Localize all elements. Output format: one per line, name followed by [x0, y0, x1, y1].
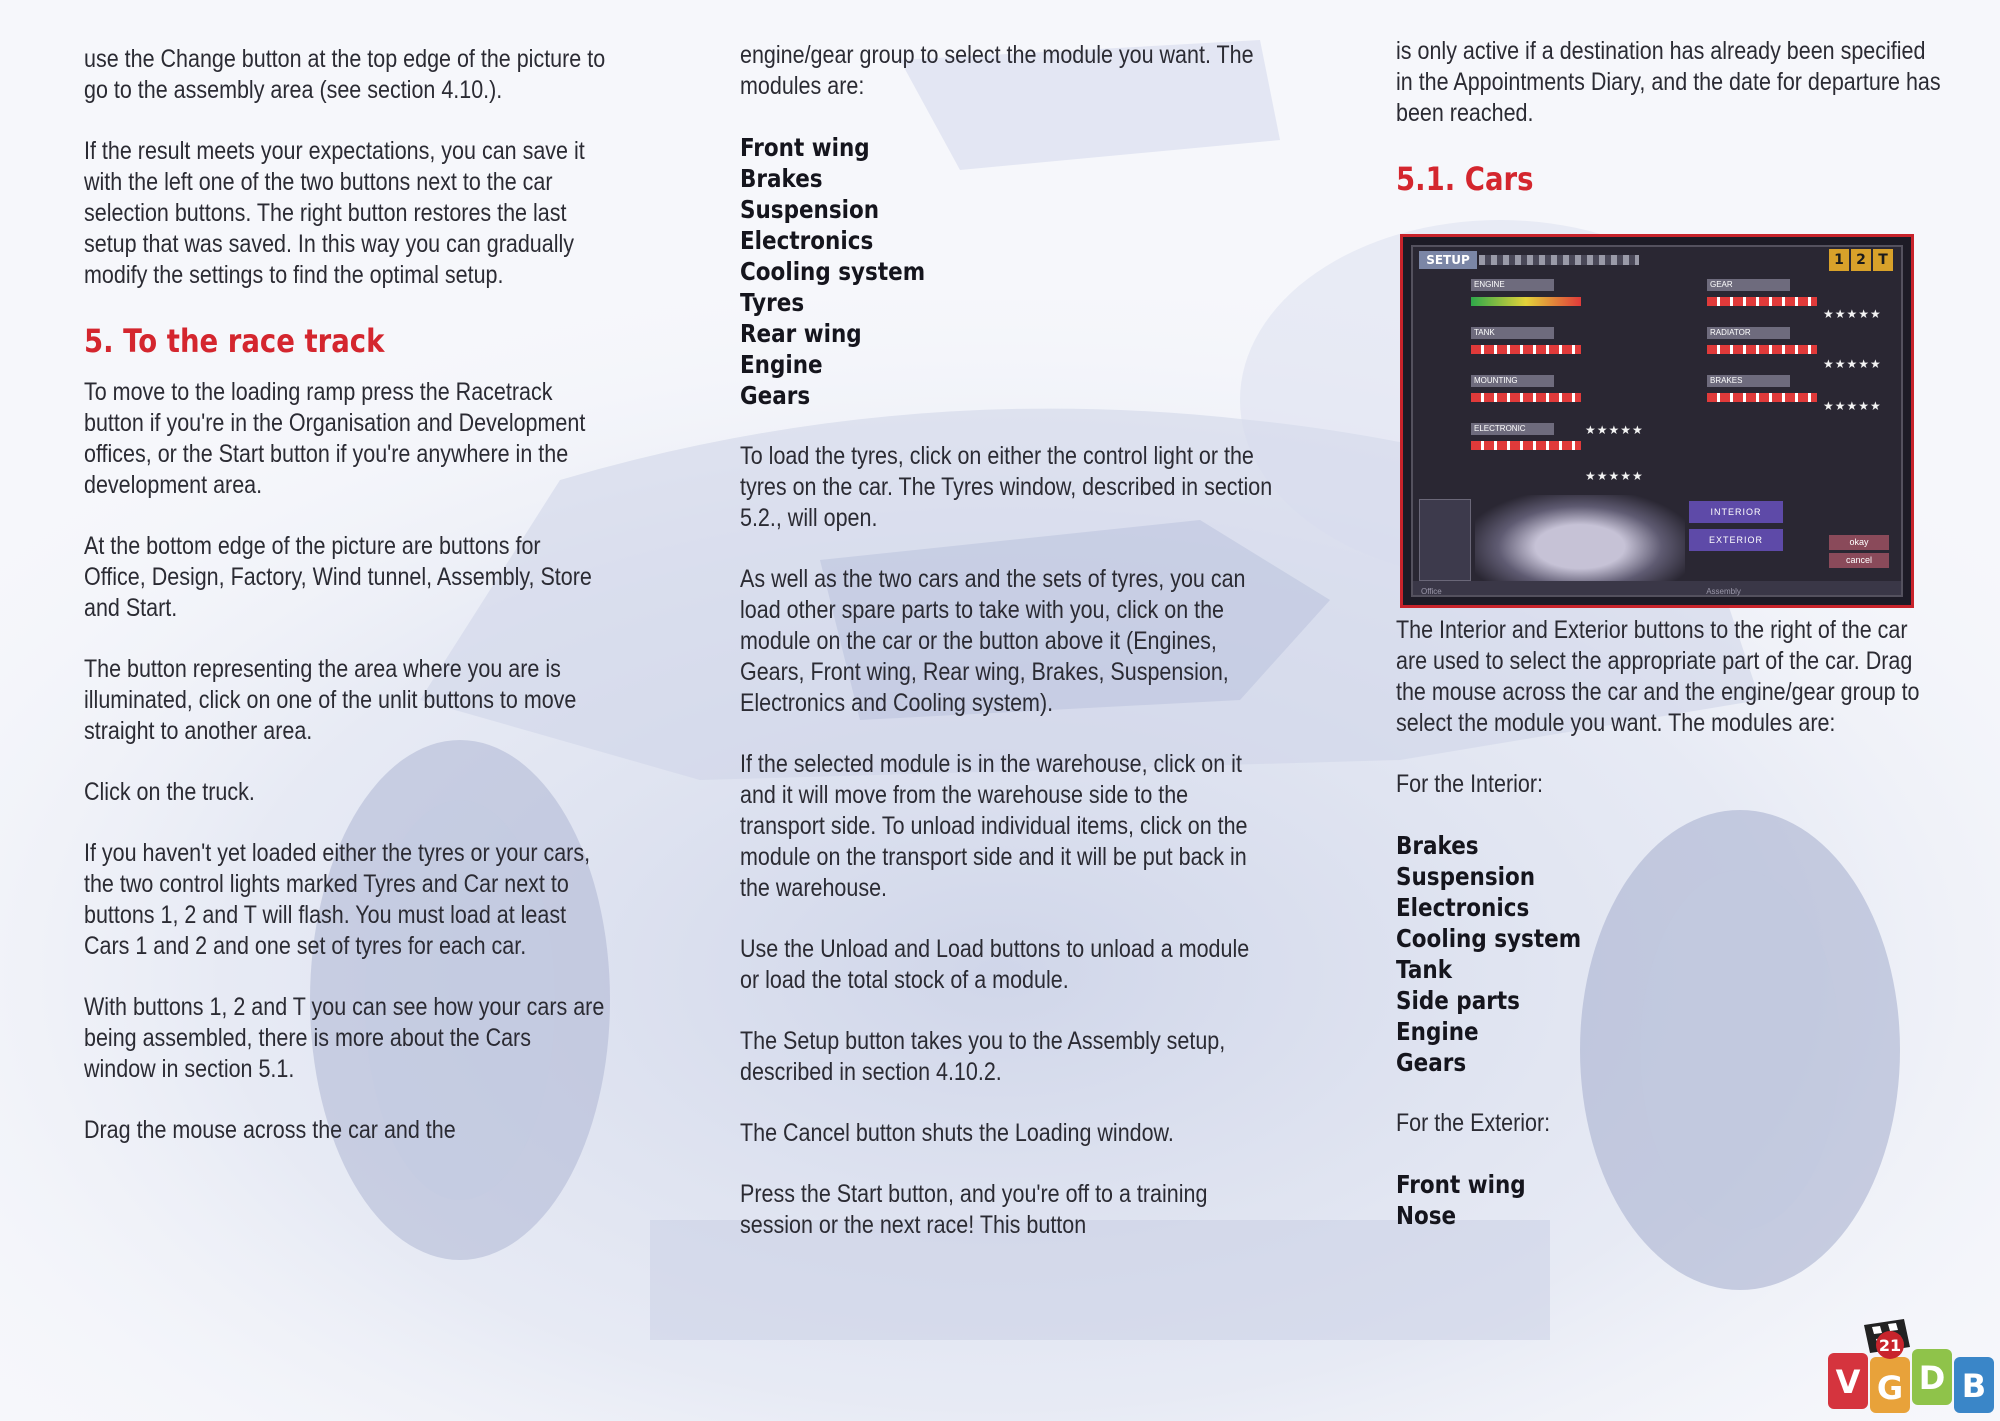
rating-stars: ★★★★★: [1585, 423, 1644, 437]
level-bar: [1471, 345, 1581, 354]
engine-thumbnail: [1419, 499, 1471, 581]
cancel-button: cancel: [1829, 553, 1889, 568]
list-item: Tyres: [740, 288, 805, 317]
paragraph: The Setup button takes you to the Assembly setup, described in section 4.10.2.: [740, 1027, 1226, 1086]
level-bar: [1471, 393, 1581, 402]
okay-button: okay: [1829, 535, 1889, 550]
paragraph: If the result meets your expectations, you can save it with the left one of the two buttons next to the car selection buttons. The right button restores the last setup that was saved. In this way you can gradually modify the settings to find the optimal setup.: [84, 137, 585, 289]
screenshot-bottom-bar: [1413, 581, 1901, 595]
slot-mounting: [1471, 375, 1595, 402]
slot-tank: [1471, 327, 1595, 354]
list-item: Cooling system: [1396, 924, 1582, 953]
level-bar: [1471, 441, 1581, 450]
logo-letter-d: D: [1918, 1359, 1946, 1397]
logo-letter-v: V: [1835, 1363, 1861, 1401]
paragraph: Use the Unload and Load buttons to unload a module or load the total stock of a module.: [740, 935, 1250, 994]
left-column: [84, 44, 607, 1176]
screenshot-window: [1411, 245, 1903, 597]
paragraph: Click on the truck.: [84, 778, 255, 806]
module-list: [740, 132, 1273, 411]
list-item: Front wing: [740, 133, 870, 162]
list-item: Tank: [1396, 955, 1453, 984]
paragraph: If you haven't yet loaded either the tyres or your cars, the two control lights marked Tyres and Car next to buttons 1, 2 and T will flash. You must load at least Cars 1 and 2 and one set of tyres for each car.: [84, 839, 591, 960]
checkered-strip: [1479, 255, 1639, 265]
tab-car-t: T: [1873, 249, 1893, 271]
car-tabs: [1829, 249, 1893, 271]
rating-stars: ★★★★★: [1585, 469, 1644, 483]
list-item: Brakes: [1396, 831, 1479, 860]
list-item: Cooling system: [740, 257, 926, 286]
slot-engine: [1471, 279, 1595, 306]
list-item: Gears: [1396, 1048, 1467, 1077]
paragraph: The button representing the area where you are is illuminated, click on one of the unlit buttons to move straight to another area.: [84, 655, 577, 745]
slot-radiator: [1707, 327, 1831, 354]
paragraph: As well as the two cars and the sets of tyres, you can load other spare parts to take with you, click on the module on the car or the button above it (Engines, Gears, Front wing, Rear wing, Brakes, Suspension, Electronics and Cooling system).: [740, 565, 1246, 717]
logo-letter-g: G: [1876, 1369, 1904, 1407]
paragraph: use the Change button at the top edge of the picture to go to the assembly area (see section 4.10.).: [84, 45, 606, 104]
cars-setup-screenshot: [1400, 234, 1914, 608]
rating-stars: ★★★★★: [1823, 357, 1882, 371]
list-item: Rear wing: [740, 319, 862, 348]
section-heading-cars: 5.1. Cars: [1396, 160, 1534, 198]
rating-stars: ★★★★★: [1823, 399, 1882, 413]
bottom-office-label: Office: [1421, 587, 1442, 596]
slot-label: GEAR: [1707, 279, 1790, 291]
paragraph: To load the tyres, click on either the control light or the tyres on the car. The Tyres window, described in section 5.2., will open.: [740, 442, 1273, 532]
paragraph: With buttons 1, 2 and T you can see how your cars are being assembled, there is more about the Cars window in section 5.1.: [84, 993, 605, 1083]
list-item: Engine: [1396, 1017, 1479, 1046]
list-item: Suspension: [1396, 862, 1536, 891]
list-item: Suspension: [740, 195, 880, 224]
tab-car-1: 1: [1829, 249, 1849, 271]
setup-title: SETUP: [1419, 251, 1477, 269]
right-column: [1396, 36, 1942, 1261]
paragraph: To move to the loading ramp press the Racetrack button if you're in the Organisation and Development offices, or the Start button if you're anywhere in the development area.: [84, 378, 586, 499]
section-heading-race-track: 5. To the race track: [84, 322, 385, 360]
level-bar: [1707, 345, 1817, 354]
tab-car-2: 2: [1851, 249, 1871, 271]
level-bar: [1707, 393, 1817, 402]
level-bar: [1707, 297, 1817, 306]
slot-label: TANK: [1471, 327, 1554, 339]
list-item: Gears: [740, 381, 811, 410]
list-item: Brakes: [740, 164, 823, 193]
rating-stars: ★★★★★: [1823, 307, 1882, 321]
list-item: Side parts: [1396, 986, 1520, 1015]
interior-module-list: [1396, 830, 1942, 1078]
list-item: Electronics: [740, 226, 874, 255]
slot-brakes: [1707, 375, 1831, 402]
paragraph: If the selected module is in the warehouse, click on it and it will move from the warehouse side to the transport side. To unload individual items, click on the module on the transport side and it will be put back in the warehouse.: [740, 750, 1248, 902]
paragraph: The Interior and Exterior buttons to the right of the car are used to select the appropriate part of the car. Drag the mouse across the car and the engine/gear group to select the module you want. The modules are:: [1396, 616, 1920, 737]
paragraph: At the bottom edge of the picture are buttons for Office, Design, Factory, Wind tunnel, Assembly, Store and Start.: [84, 532, 592, 622]
bottom-assembly-label: Assembly: [1706, 587, 1741, 596]
vgdb-logo: [1826, 1317, 1996, 1417]
logo-letter-b: B: [1961, 1367, 1987, 1405]
slot-label: BRAKES: [1707, 375, 1790, 387]
middle-column: [740, 40, 1273, 1271]
paragraph: is only active if a destination has already been specified in the Appointments Diary, and the date for departure has been reached.: [1396, 37, 1941, 127]
exterior-label: For the Exterior:: [1396, 1109, 1551, 1137]
exterior-module-list: [1396, 1169, 1942, 1231]
list-item: Front wing: [1396, 1170, 1526, 1199]
race-car-render: [1475, 495, 1685, 581]
interior-label: For the Interior:: [1396, 770, 1543, 798]
interior-button: INTERIOR: [1689, 501, 1783, 523]
slot-label: RADIATOR: [1707, 327, 1790, 339]
slot-label: ENGINE: [1471, 279, 1554, 291]
slot-gear: [1707, 279, 1831, 306]
paragraph: engine/gear group to select the module you want. The modules are:: [740, 41, 1254, 100]
paragraph: Drag the mouse across the car and the: [84, 1116, 456, 1144]
paragraph: Press the Start button, and you're off to a training session or the next race! This button: [740, 1180, 1208, 1239]
list-item: Nose: [1396, 1201, 1457, 1230]
logo-number: 21: [1878, 1336, 1902, 1355]
list-item: Engine: [740, 350, 823, 379]
exterior-button: EXTERIOR: [1689, 529, 1783, 551]
slot-electronic: [1471, 423, 1595, 450]
engine-gauge: [1471, 297, 1581, 306]
list-item: Electronics: [1396, 893, 1530, 922]
paragraph: The Cancel button shuts the Loading window.: [740, 1119, 1174, 1147]
slot-label: ELECTRONIC: [1471, 423, 1554, 435]
slot-label: MOUNTING: [1471, 375, 1554, 387]
